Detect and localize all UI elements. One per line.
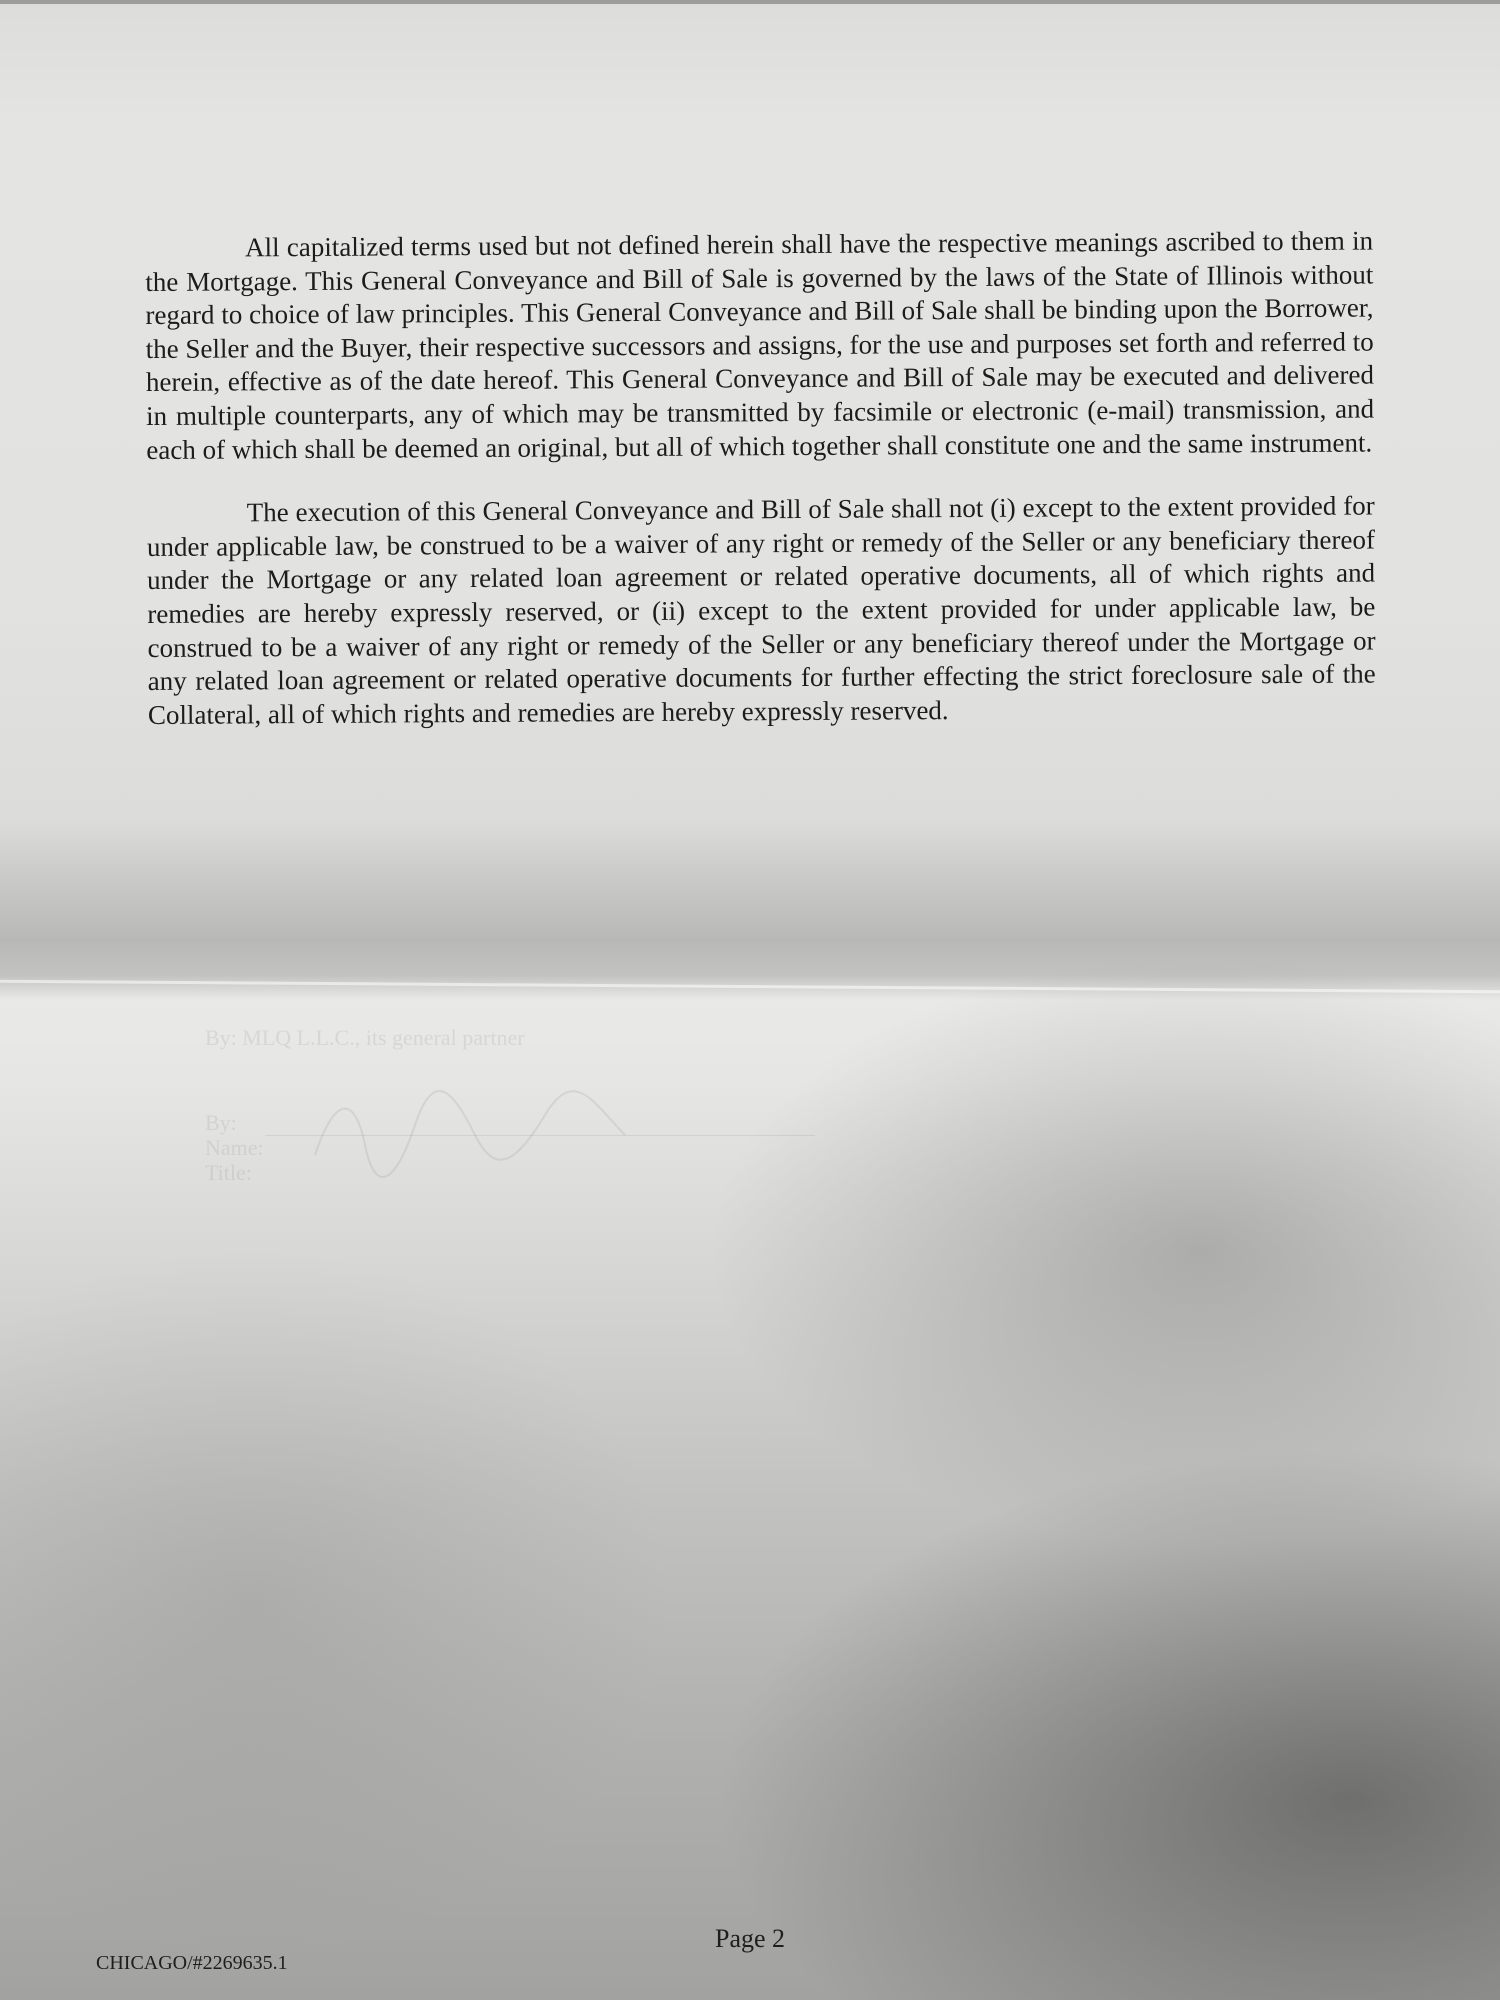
show-through-signature-scribble	[305, 1075, 705, 1195]
document-body	[145, 224, 1376, 762]
show-through-line: Title:	[205, 1160, 252, 1185]
show-through-line: Name:	[205, 1135, 264, 1160]
show-through-line: By: MLQ L.L.C., its general partner	[205, 1025, 525, 1050]
paragraph-no-waiver: The execution of this General Conveyance and Bill of Sale shall not (i) except to the extent provided for under applicable law, be construed to be a waiver of any right or remedy of the Seller or any beneficiary thereof under the Mortgage or any related loan agreement or related operative documents, all of which rights and remedies are hereby expressly reserved, or (ii) except to the extent provided for under applicable law, be construed to be a waiver of any right or remedy of the Seller or any beneficiary thereof under the Mortgage or any related loan agreement or related operative documents for further effecting the strict foreclosure sale of the Collateral, all of which rights and remedies are hereby expressly reserved.	[146, 490, 1376, 730]
document-id: CHICAGO/#2269635.1	[96, 1952, 288, 1974]
reverse-side-show-through	[205, 855, 905, 1235]
paragraph-governing-law: All capitalized terms used but not defined herein shall have the respective meanings ascribed to them in the Mortgage. This General Conveyance and Bill of Sale is governed by the laws of the State of Illinois without regard to choice of law principles. This General Conveyance and Bill of Sale shall be binding upon the Borrower, the Seller and the Buyer, their respective successors and assigns, for the use and purposes set forth and referred to herein, effective as of the date hereof. This General Conveyance and Bill of Sale may be executed and delivered in multiple counterparts, any of which may be transmitted by facsimile or electronic (e-mail) transmission, and each of which shall be deemed an original, but all of which together shall constitute one and the same instrument.	[145, 225, 1375, 465]
show-through-line: By:	[205, 1110, 237, 1135]
page-number: Page 2	[715, 1924, 786, 1953]
page-top-edge	[0, 0, 1500, 4]
